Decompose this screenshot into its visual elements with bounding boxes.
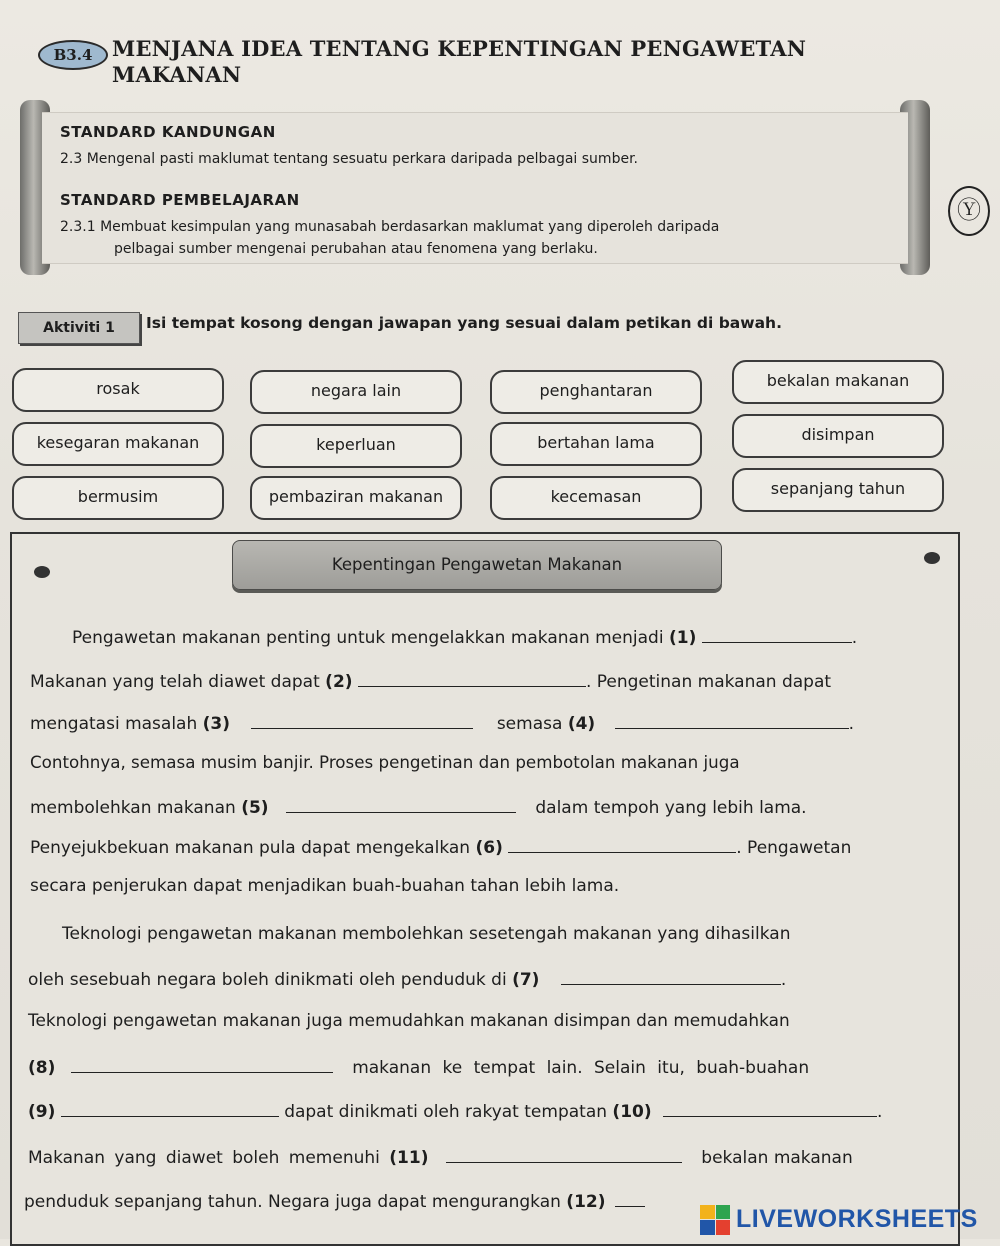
answer-blank-4[interactable] <box>615 708 849 729</box>
answer-blank-1[interactable] <box>702 622 852 643</box>
blank-number: (12) <box>566 1192 606 1212</box>
word-chip: penghantaran <box>490 370 702 414</box>
passage-text: . <box>877 1102 883 1122</box>
page-title: MENJANA IDEA TENTANG KEPENTINGAN PENGAWETAN MAKANAN <box>112 36 807 87</box>
section-badge: B3.4 <box>38 40 108 70</box>
pin-icon <box>924 552 940 564</box>
answer-blank-7[interactable] <box>561 964 781 985</box>
passage-line <box>28 1142 853 1166</box>
answer-blank-10[interactable] <box>663 1096 877 1117</box>
passage-line: Teknologi pengawetan makanan membolehkan sesetengah makanan yang dihasilkan <box>62 924 791 944</box>
standards-scroll <box>20 100 930 275</box>
blank-number: (3) <box>202 714 231 734</box>
passage-line <box>30 792 807 816</box>
passage-text: dalam tempoh yang lebih lama. <box>535 798 807 818</box>
passage-text: mengatasi masalah <box>30 714 203 734</box>
passage-line <box>28 1052 809 1076</box>
pin-icon <box>34 566 50 578</box>
blank-number: (9) <box>28 1102 56 1122</box>
blank-number: (7) <box>512 970 540 990</box>
word-chip: keperluan <box>250 424 462 468</box>
passage-text: . Pengawetan <box>736 838 852 858</box>
passage-text: Makanan yang telah diawet dapat <box>30 672 326 692</box>
passage-line <box>30 832 851 856</box>
answer-blank-2[interactable] <box>358 666 586 687</box>
answer-blank-11[interactable] <box>446 1142 682 1163</box>
blank-number: (2) <box>325 672 353 692</box>
answer-blank-8[interactable] <box>71 1052 333 1073</box>
answer-blank-12[interactable] <box>615 1186 645 1207</box>
handwritten-mark: Ⓨ <box>948 186 990 236</box>
answer-blank-3[interactable] <box>251 708 473 729</box>
passage-text: dapat dinikmati oleh rakyat tempatan <box>284 1102 613 1122</box>
standard-pembelajaran-text-2: pelbagai sumber mengenai perubahan atau fenomena yang berlaku. <box>114 241 598 257</box>
passage-text: penduduk sepanjang tahun. Negara juga dapat mengurangkan <box>24 1192 567 1212</box>
word-chip: kesegaran makanan <box>12 422 224 466</box>
blank-number: (6) <box>475 838 503 858</box>
answer-blank-5[interactable] <box>286 792 516 813</box>
liveworksheets-watermark <box>700 1200 1000 1239</box>
blank-number: (11) <box>389 1148 429 1168</box>
word-chip: kecemasan <box>490 476 702 520</box>
passage-text: Makanan yang diawet boleh memenuhi <box>28 1148 390 1168</box>
standards-body <box>42 112 908 264</box>
passage-text: makanan ke tempat lain. Selain itu, buah-buahan <box>352 1058 810 1078</box>
standard-kandungan-text: 2.3 Mengenal pasti maklumat tentang sesuatu perkara daripada pelbagai sumber. <box>60 151 638 167</box>
standard-kandungan-heading: STANDARD KANDUNGAN <box>60 123 276 141</box>
passage-text: . <box>851 628 858 648</box>
passage-text: . <box>780 970 787 990</box>
passage-title: Kepentingan Pengawetan Makanan <box>232 540 722 590</box>
answer-blank-9[interactable] <box>61 1096 279 1117</box>
blank-number: (8) <box>28 1058 56 1078</box>
standard-pembelajaran-heading: STANDARD PEMBELAJARAN <box>60 191 300 209</box>
passage-text: bekalan makanan <box>701 1148 853 1168</box>
passage-line <box>30 708 854 732</box>
word-chip: bekalan makanan <box>732 360 944 404</box>
activity-label: Aktiviti 1 <box>18 312 140 344</box>
blank-number: (10) <box>612 1102 652 1122</box>
passage-line <box>28 964 786 988</box>
blank-number: (5) <box>241 798 269 818</box>
word-chip: pembaziran makanan <box>250 476 462 520</box>
watermark-text: LIVEWORKSHEETS <box>736 1205 978 1233</box>
passage-text: . Pengetinan makanan dapat <box>585 672 832 692</box>
passage-line <box>30 666 831 690</box>
blank-number: (1) <box>668 628 697 648</box>
passage-text: membolehkan makanan <box>30 798 242 818</box>
passage-line <box>28 1096 882 1120</box>
word-chip: rosak <box>12 368 224 412</box>
liveworksheets-logo-icon <box>700 1205 730 1235</box>
passage-text: . <box>848 714 854 734</box>
passage-text: Penyejukbekuan makanan pula dapat mengekalkan <box>30 838 476 858</box>
passage-text: semasa <box>496 714 568 734</box>
passage-text: oleh sesebuah negara boleh dinikmati oleh penduduk di <box>28 970 513 990</box>
answer-blank-6[interactable] <box>508 832 736 853</box>
passage-line: secara penjerukan dapat menjadikan buah-buahan tahan lebih lama. <box>30 876 620 896</box>
word-chip: bertahan lama <box>490 422 702 466</box>
activity-instruction: Isi tempat kosong dengan jawapan yang sesuai dalam petikan di bawah. <box>146 314 782 332</box>
word-chip: negara lain <box>250 370 462 414</box>
passage-line: Contohnya, semasa musim banjir. Proses pengetinan dan pembotolan makanan juga <box>30 752 740 772</box>
passage-line: Teknologi pengawetan makanan juga memudahkan makanan disimpan dan memudahkan <box>28 1010 790 1030</box>
passage-text: Pengawetan makanan penting untuk mengelakkan makanan menjadi <box>72 628 669 648</box>
standard-pembelajaran-text-1: 2.3.1 Membuat kesimpulan yang munasabah berdasarkan maklumat yang diperoleh daripada <box>60 219 720 235</box>
word-chip: bermusim <box>12 476 224 520</box>
passage-line <box>24 1186 645 1210</box>
word-chip: sepanjang tahun <box>732 468 944 512</box>
word-chip: disimpan <box>732 414 944 458</box>
blank-number: (4) <box>567 714 596 734</box>
passage-line <box>72 622 857 646</box>
